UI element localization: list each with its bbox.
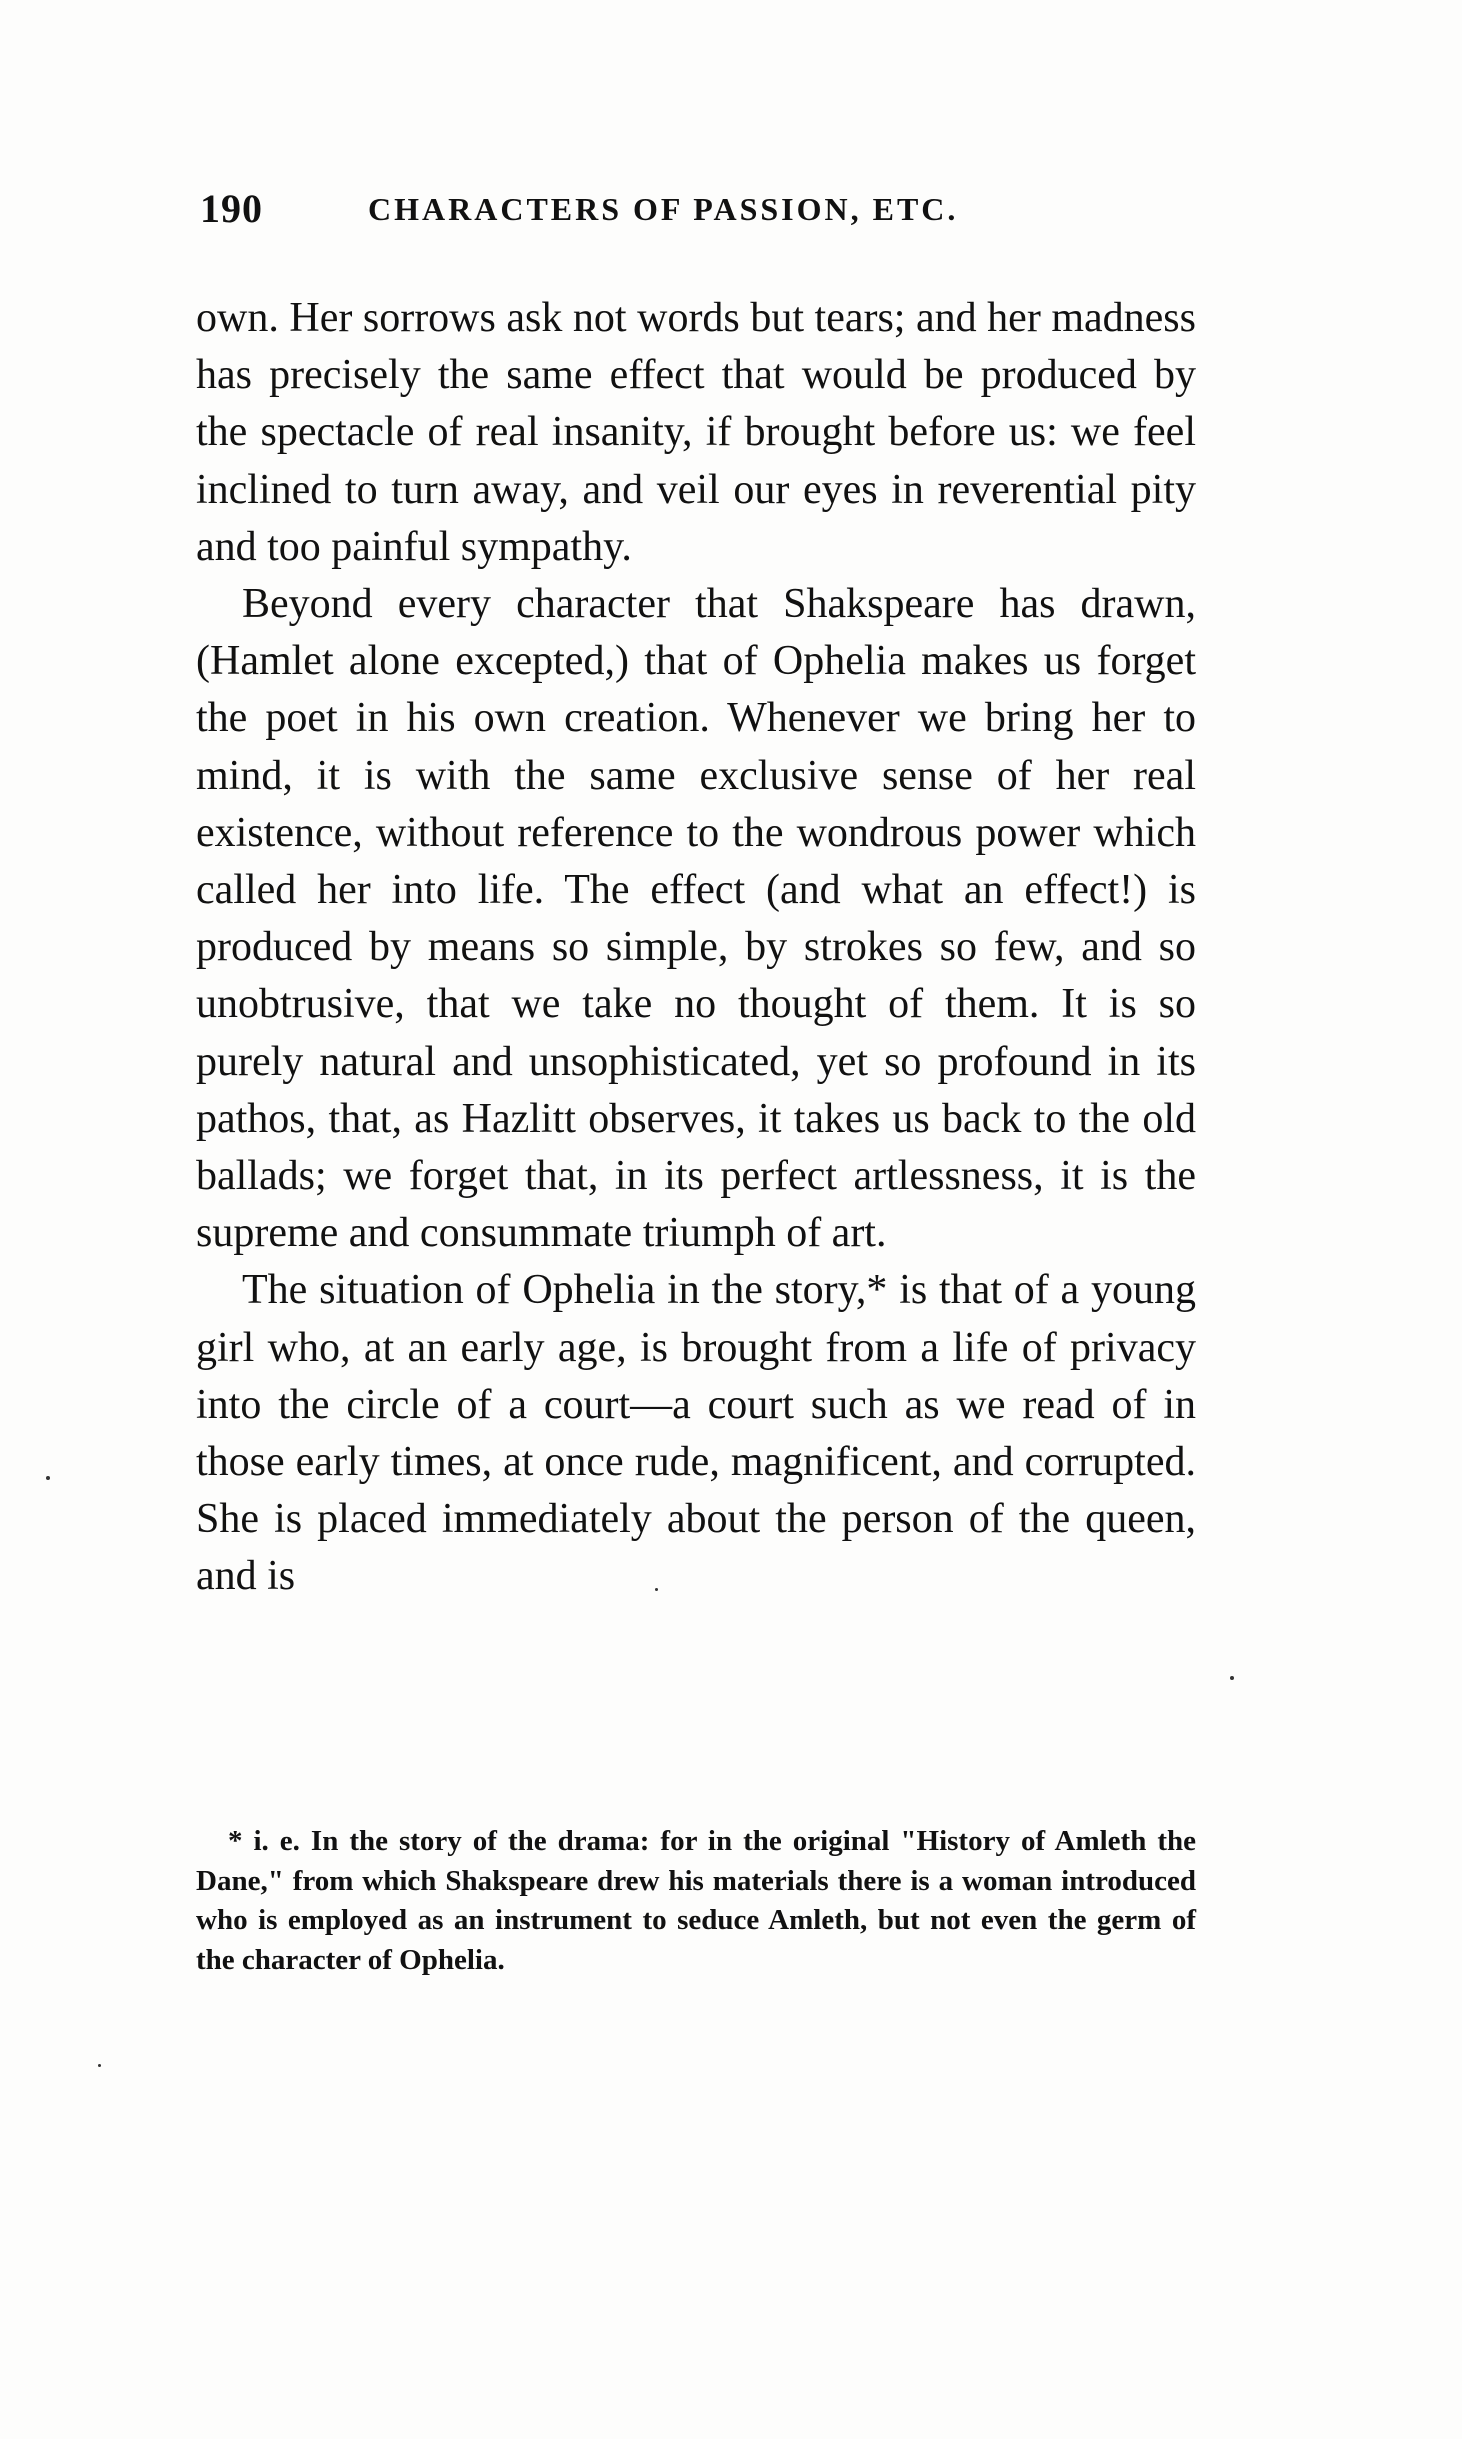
paragraph-1: own. Her sorrows ask not words but tears; and her madness has precisely the same effect that would be produced by the spectacle of real insanity, if brought before us: we feel inclined to turn away, and veil our eyes in reverential pity and too painful sympathy. <box>196 295 1196 570</box>
paragraph-2: Beyond every character that Shakspeare has drawn, (Hamlet alone excepted,) that of Ophelia makes us forget the poet in his own creation. Whenever we bring her to mind, it is with the same exclusive sense of her real existence, without reference to the wondrous power which called her into life. The effect (and what an effect!) is produced by means so simple, by strokes so few, and so unobtrusive, that we take no thought of them. It is so purely natural and unsophisticated, yet so profound in its pathos, that, as Hazlitt observes, it takes us back to the old ballads; we forget that, in its perfect artlessness, it is the supreme and consummate triumph of art. <box>196 581 1196 1257</box>
scan-speck <box>46 1476 50 1480</box>
page-number: 190 <box>200 186 263 231</box>
running-head-title: CHARACTERS OF PASSION, ETC. <box>368 191 959 227</box>
footnote <box>196 1822 1196 1980</box>
scan-speck <box>1230 1676 1234 1680</box>
scan-speck <box>655 1588 658 1591</box>
scan-speck <box>98 2064 101 2067</box>
footnote-text: * i. e. In the story of the drama: for in the original "History of Amleth the Dane," from which Shakspeare drew his materials there is a woman introduced who is employed as an instrument to seduce Amleth, but not even the germ of the character of Ophelia. <box>196 1825 1196 1976</box>
body-text <box>196 290 1196 1606</box>
running-head <box>200 185 1250 245</box>
paragraph-3: The situation of Ophelia in the story,* is that of a young girl who, at an early age, is brought from a life of privacy into the circle of a court—a court such as we read of in those early times, at once rude, magnificent, and corrupted. She is placed immediately about the person of the queen, and is <box>196 1267 1196 1600</box>
